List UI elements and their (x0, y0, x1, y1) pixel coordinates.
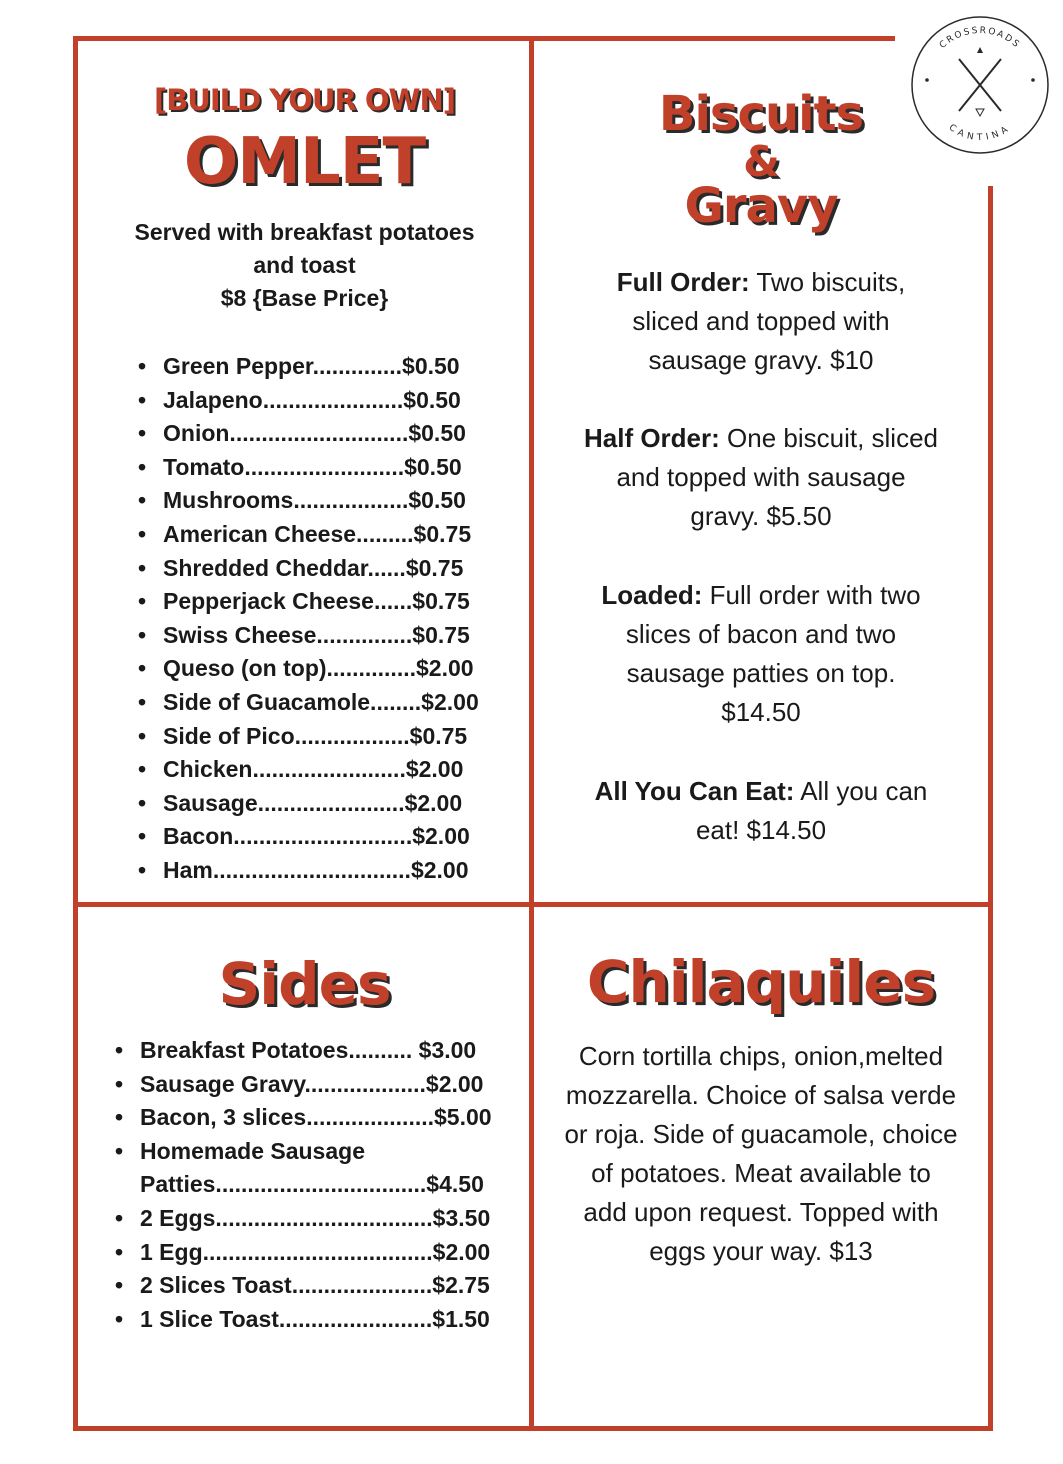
frame-top-line (73, 36, 895, 41)
menu-item: • Bacon, 3 slices....................$5.00 (115, 1101, 492, 1135)
menu-item: • Mushrooms..................$0.50 (138, 484, 479, 518)
full-order-text-3: sausage gravy. $10 (648, 345, 874, 375)
omlet-served-line-2: and toast (253, 252, 356, 278)
loaded-text-2: slices of bacon and two (625, 619, 897, 649)
frame-left-line (73, 36, 78, 1431)
chilaquiles-description (534, 1037, 988, 1271)
menu-item: • Breakfast Potatoes.......... $3.00 (115, 1034, 492, 1068)
frame-right-line (988, 186, 993, 1431)
menu-item: • 1 Egg....................................$2.00 (115, 1236, 492, 1270)
omlet-base-price: $8 {Base Price} (220, 285, 389, 311)
biscuits-full-order (534, 263, 988, 380)
full-order-text-2: sliced and topped with (632, 306, 890, 336)
menu-item: • Chicken........................$2.00 (138, 753, 479, 787)
menu-item: • American Cheese.........$0.75 (138, 518, 479, 552)
menu-item: • Green Pepper..............$0.50 (138, 350, 479, 384)
chilaquiles-line: add upon request. Topped with (583, 1197, 939, 1227)
loaded-text-4: $14.50 (721, 697, 801, 727)
chilaquiles-line: of potatoes. Meat available to (591, 1158, 931, 1188)
half-order-text-2: and topped with sausage (616, 462, 906, 492)
biscuits-title-line-1: Biscuits (658, 86, 864, 142)
menu-item: • Bacon............................$2.00 (138, 820, 479, 854)
logo-arc-top-text: CROSSROADS (937, 25, 1023, 51)
menu-item: Patties.................................$4.50 (140, 1171, 484, 1198)
menu-item: • Jalapeno......................$0.50 (138, 384, 479, 418)
all-you-can-eat-label: All You Can Eat: (594, 776, 795, 806)
menu-item: • Homemade Sausage (115, 1135, 492, 1169)
biscuits-half-order (534, 419, 988, 536)
biscuits-title-line-2: & (743, 137, 779, 186)
menu-item: • Queso (on top)..............$2.00 (138, 652, 479, 686)
omlet-served-line-1: Served with breakfast potatoes (134, 219, 475, 245)
biscuits-loaded (534, 576, 988, 732)
loaded-label: Loaded: (601, 580, 703, 610)
menu-item: • Sausage.......................$2.00 (138, 787, 479, 821)
chilaquiles-line: eggs your way. $13 (649, 1236, 873, 1266)
sides-title: Sides (218, 950, 391, 1018)
omlet-item-list (138, 350, 479, 888)
menu-item: • Ham...............................$2.00 (138, 854, 479, 888)
biscuits-title-line-3: Gravy (684, 178, 838, 234)
sides-item-list (115, 1034, 492, 1336)
all-you-can-eat-text-2: eat! $14.50 (695, 815, 827, 845)
omlet-kicker: [BUILD YOUR OWN] (153, 83, 456, 117)
menu-item: • Swiss Cheese...............$0.75 (138, 619, 479, 653)
half-order-text-3: gravy. $5.50 (690, 501, 832, 531)
omlet-title: OMLET (183, 125, 426, 199)
loaded-text-3: sausage patties on top. (626, 658, 896, 688)
menu-item: • Onion............................$0.50 (138, 417, 479, 451)
logo-arc-bottom-text: CANTINA (946, 122, 1014, 144)
chilaquiles-line: or roja. Side of guacamole, choice (564, 1119, 958, 1149)
menu-item: • 2 Eggs..................................$3.50 (115, 1202, 492, 1236)
frame-bottom-line (73, 1426, 993, 1431)
full-order-text: Two biscuits, (749, 267, 906, 297)
half-order-label: Half Order: (583, 423, 720, 453)
menu-item: • 2 Slices Toast......................$2.75 (115, 1269, 492, 1303)
biscuits-all-you-can-eat (534, 772, 988, 850)
menu-item: • Tomato.........................$0.50 (138, 451, 479, 485)
frame-middle-line (73, 902, 993, 907)
menu-item: • Side of Pico..................$0.75 (138, 720, 479, 754)
chilaquiles-line: Corn tortilla chips, onion,melted (578, 1041, 944, 1071)
all-you-can-eat-text: All you can (794, 776, 928, 806)
half-order-text: One biscuit, sliced (719, 423, 939, 453)
menu-item: • Shredded Cheddar......$0.75 (138, 552, 479, 586)
menu-item: • Sausage Gravy...................$2.00 (115, 1068, 492, 1102)
full-order-label: Full Order: (616, 267, 750, 297)
menu-item: • Side of Guacamole........$2.00 (138, 686, 479, 720)
chilaquiles-title: Chilaquiles (586, 948, 936, 1016)
chilaquiles-line: mozzarella. Choice of salsa verde (565, 1080, 957, 1110)
menu-item: • 1 Slice Toast........................$1.50 (115, 1303, 492, 1337)
menu-item: • Pepperjack Cheese......$0.75 (138, 585, 479, 619)
loaded-text: Full order with two (702, 580, 921, 610)
